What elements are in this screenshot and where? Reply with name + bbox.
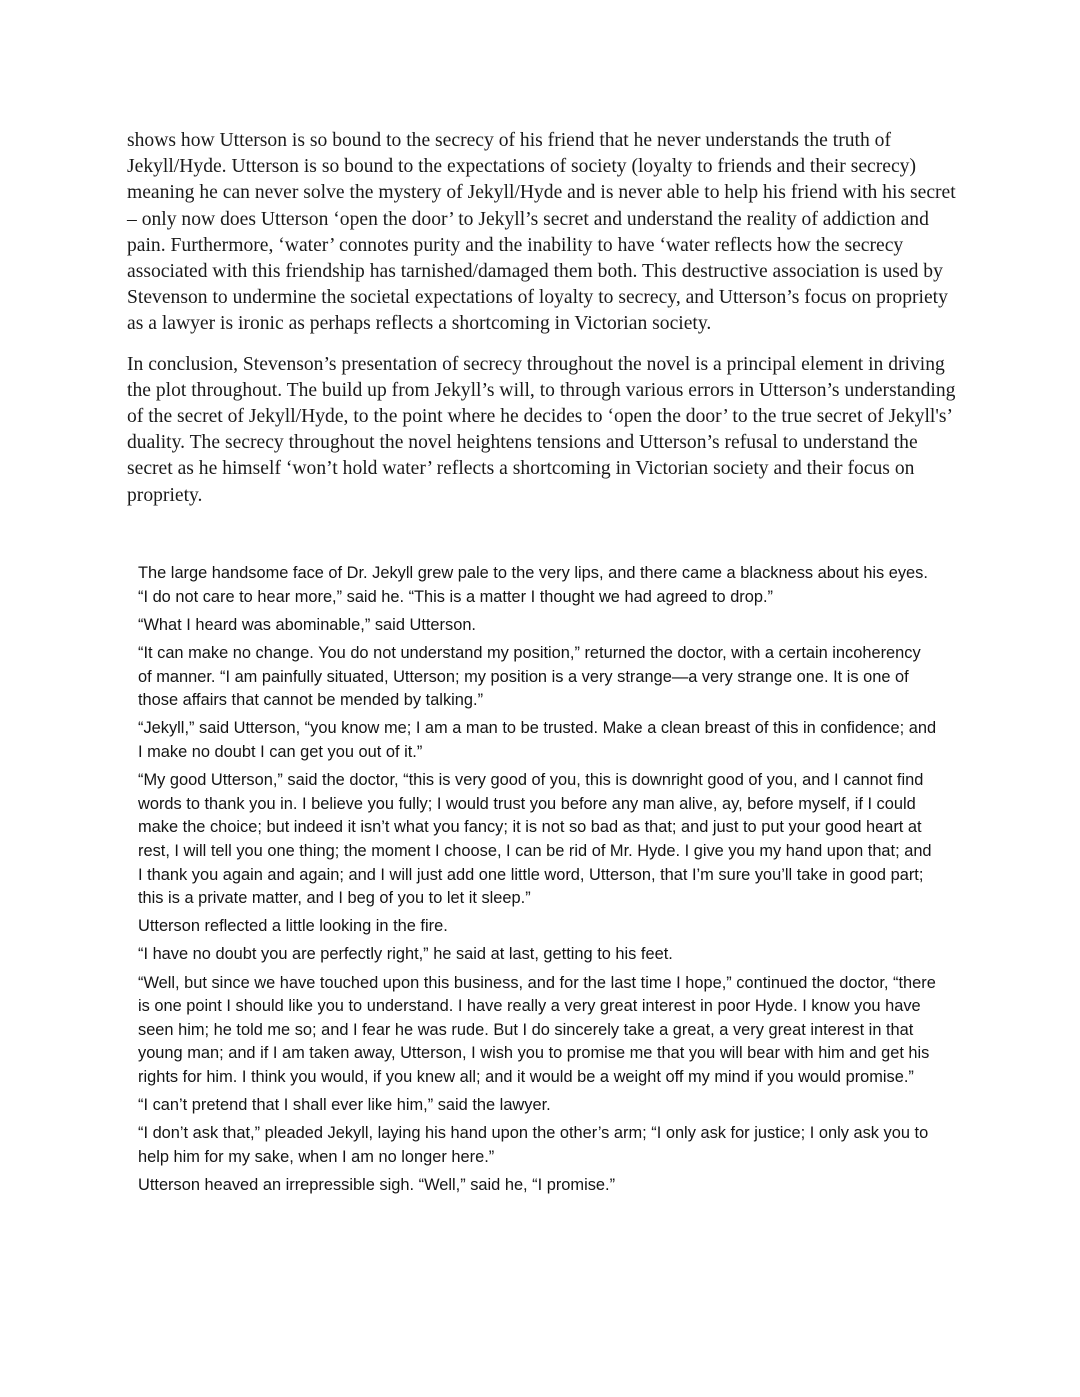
essay-text	[127, 128, 959, 523]
excerpt-paragraph: “I don’t ask that,” pleaded Jekyll, laying his hand upon the other’s arm; “I only ask for justice; I only ask you to help him for my sake, when I am no longer here.”	[138, 1124, 929, 1166]
excerpt-paragraph: “I can’t pretend that I shall ever like him,” said the lawyer.	[138, 1096, 551, 1115]
excerpt-paragraph: “What I heard was abominable,” said Utterson.	[138, 615, 476, 634]
excerpt-paragraph: Utterson reflected a little looking in the fire.	[138, 917, 448, 936]
excerpt-paragraph: “I have no doubt you are perfectly right,” he said at last, getting to his feet.	[138, 945, 673, 964]
excerpt-paragraph: “It can make no change. You do not understand my position,” returned the doctor, with a certain incoherency of manner. “I am painfully situated, Utterson; my position is a very strange—a very strange one. It is one of those affairs that cannot be mended by talking.”	[138, 643, 921, 710]
novel-excerpt	[138, 562, 938, 1202]
essay-paragraph-conclusion: In conclusion, Stevenson’s presentation of secrecy throughout the novel is a principal element in driving the plot throughout. The build up from Jekyll’s will, to through various errors in Utterson’s understanding of the secret of Jekyll/Hyde, to the point where he decides to ‘open the door’ to the true secret of Jekyll's’ duality. The secrecy throughout the novel heightens tensions and Utterson’s refusal to understand the secret as he himself ‘won’t hold water’ reflects a shortcoming in Victorian society and their focus on propriety.	[127, 353, 956, 506]
excerpt-paragraph: Utterson heaved an irrepressible sigh. “Well,” said he, “I promise.”	[138, 1176, 616, 1195]
excerpt-paragraph: “My good Utterson,” said the doctor, “this is very good of you, this is downright good of you, and I cannot find words to thank you in. I believe you fully; I would trust you before any man alive, ay, before myself, if I could make the choice; but indeed it isn’t what you fancy; it is not so bad as that; and just to put your good heart at rest, I will tell you one thing; the moment I choose, I can be rid of Mr. Hyde. I give you my hand upon that; and I thank you again and again; and I will just add one little word, Utterson, that I’m sure you’ll take in good part; this is a private matter, and I beg of you to let it sleep.”	[138, 771, 932, 908]
excerpt-paragraph: “Well, but since we have touched upon this business, and for the last time I hope,” continued the doctor, “there is one point I should like you to understand. I have really a very great interest in poor Hyde. I know you have seen him; he told me so; and I fear he was rude. But I do sincerely take a great, a very great interest in that young man; and if I am taken away, Utterson, I wish you to promise me that you will bear with him and get his rights for him. I think you would, if you knew all; and it would be a weight off my mind if you would promise.”	[138, 973, 936, 1087]
excerpt-paragraph: “Jekyll,” said Utterson, “you know me; I am a man to be trusted. Make a clean breast of this in confidence; and I make no doubt I can get you out of it.”	[138, 719, 937, 761]
excerpt-paragraph: The large handsome face of Dr. Jekyll grew pale to the very lips, and there came a blackness about his eyes. “I do not care to hear more,” said he. “This is a matter I thought we had agreed to drop.”	[138, 564, 928, 606]
essay-paragraph-analysis: shows how Utterson is so bound to the secrecy of his friend that he never understands the truth of Jekyll/Hyde. Utterson is so bound to the expectations of society (loyalty to friends and their secrecy) meaning he can never solve the mystery of Jekyll/Hyde and is never able to help his friend with his secret – only now does Utterson ‘open the door’ to Jekyll’s secret and understand the reality of addiction and pain. Furthermore, ‘water’ connotes purity and the inability to have ‘water reflects how the secrecy associated with this friendship has tarnished/damaged them both. This destructive association is used by Stevenson to undermine the societal expectations of loyalty to secrecy, and Utterson’s focus on propriety as a lawyer is ironic as perhaps reflects a shortcoming in Victorian society.	[127, 130, 956, 335]
